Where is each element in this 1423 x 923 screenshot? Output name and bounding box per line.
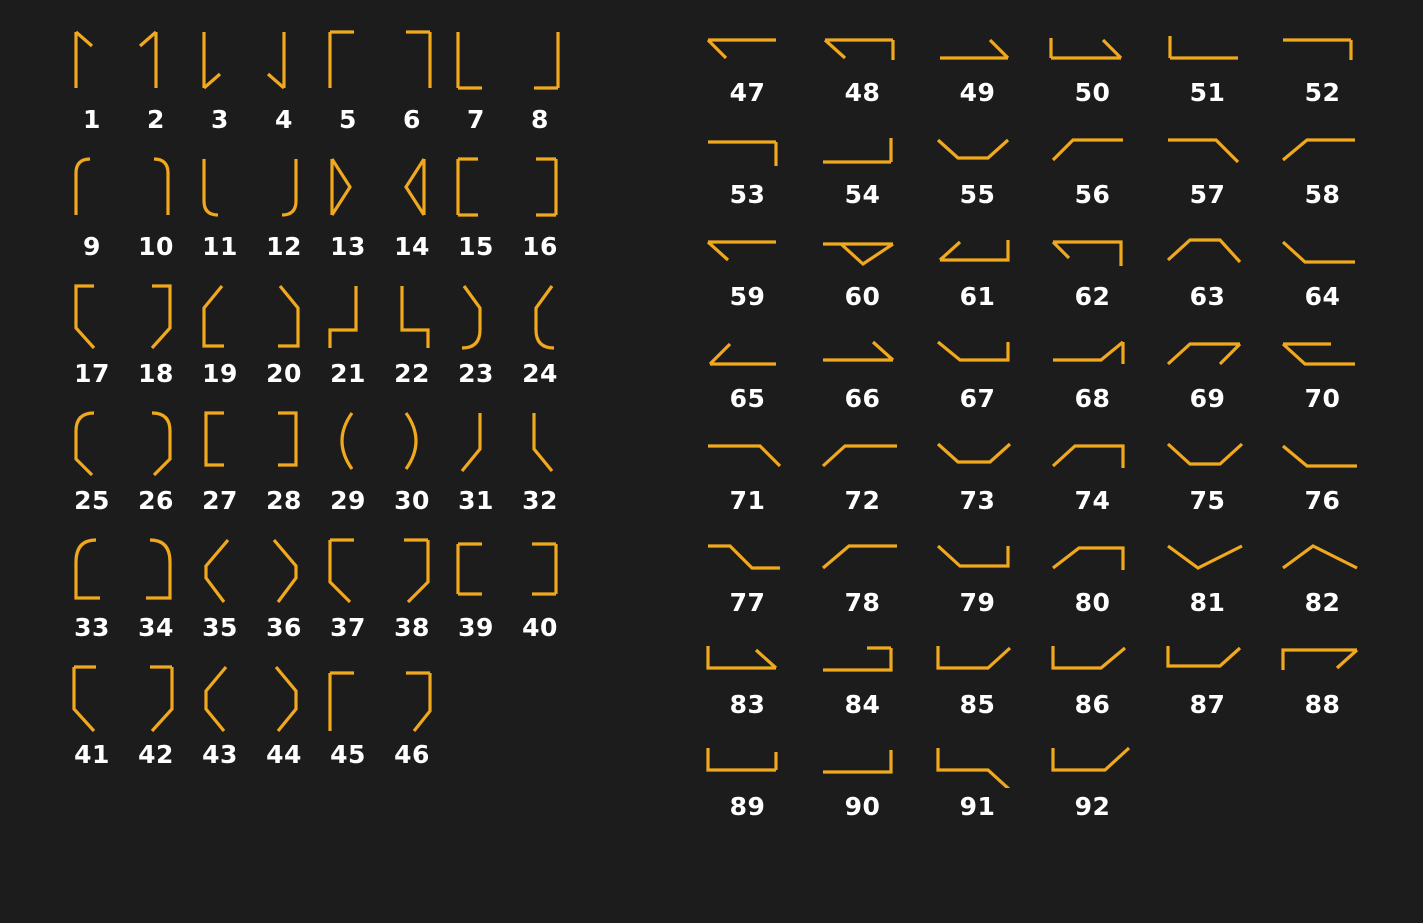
connector-glyph-icon <box>1150 228 1265 278</box>
connector-glyph-icon <box>805 126 920 176</box>
glyph-label: 49 <box>959 78 996 107</box>
glyph-cell <box>252 24 316 132</box>
glyph-cell <box>1150 126 1265 207</box>
glyph-cell <box>60 151 124 259</box>
glyph-label: 18 <box>138 359 174 388</box>
glyph-label: 20 <box>266 359 302 388</box>
glyph-cell <box>1265 228 1380 309</box>
glyph-label: 21 <box>330 359 366 388</box>
glyph-cell <box>690 636 805 717</box>
glyph-label: 70 <box>1304 384 1341 413</box>
glyph-label: 86 <box>1074 690 1111 719</box>
glyph-label: 78 <box>844 588 881 617</box>
glyph-cell <box>920 534 1035 615</box>
connector-glyph-icon <box>444 405 508 481</box>
glyph-row <box>60 24 572 132</box>
connector-glyph-icon <box>920 534 1035 584</box>
connector-glyph-icon <box>188 24 252 100</box>
connector-glyph-icon <box>1035 636 1150 686</box>
glyph-cell <box>316 278 380 386</box>
glyph-cell <box>920 432 1035 513</box>
glyph-cell <box>380 405 444 513</box>
glyph-label: 45 <box>330 740 366 769</box>
glyph-label: 48 <box>844 78 881 107</box>
glyph-label: 67 <box>959 384 996 413</box>
glyph-label: 15 <box>458 232 494 261</box>
glyph-cell <box>1035 534 1150 615</box>
glyph-label: 74 <box>1074 486 1111 515</box>
glyph-label: 11 <box>202 232 238 261</box>
glyph-label: 27 <box>202 486 238 515</box>
glyph-cell <box>188 405 252 513</box>
glyph-label: 9 <box>83 232 101 261</box>
glyph-label: 51 <box>1189 78 1226 107</box>
connector-glyph-icon <box>316 24 380 100</box>
glyph-label: 6 <box>403 105 421 134</box>
glyph-cell <box>1035 228 1150 309</box>
connector-glyph-icon <box>805 330 920 380</box>
glyph-label: 59 <box>729 282 766 311</box>
glyph-cell <box>252 151 316 259</box>
glyph-cell <box>508 151 572 259</box>
glyph-cell <box>920 738 1035 819</box>
glyph-cell <box>188 278 252 386</box>
connector-glyph-icon <box>805 432 920 482</box>
glyph-label: 46 <box>394 740 430 769</box>
connector-glyph-icon <box>1035 330 1150 380</box>
glyph-label: 33 <box>74 613 110 642</box>
glyph-label: 62 <box>1074 282 1111 311</box>
connector-glyph-icon <box>252 278 316 354</box>
glyph-label: 35 <box>202 613 238 642</box>
glyph-cell <box>805 330 920 411</box>
glyph-label: 80 <box>1074 588 1111 617</box>
glyph-cell <box>316 24 380 132</box>
connector-glyph-icon <box>1265 126 1380 176</box>
glyph-label: 24 <box>522 359 558 388</box>
glyph-label: 32 <box>522 486 558 515</box>
glyph-label: 65 <box>729 384 766 413</box>
glyph-label: 75 <box>1189 486 1226 515</box>
glyph-row <box>60 405 572 513</box>
connector-glyph-icon <box>690 738 805 788</box>
connector-glyph-icon <box>920 228 1035 278</box>
glyph-label: 7 <box>467 105 485 134</box>
glyph-label: 88 <box>1304 690 1341 719</box>
glyph-label: 47 <box>729 78 766 107</box>
connector-glyph-icon <box>1150 126 1265 176</box>
glyph-row <box>60 151 572 259</box>
glyph-cell <box>252 532 316 640</box>
connector-glyph-icon <box>1035 432 1150 482</box>
connector-glyph-icon <box>920 432 1035 482</box>
connector-glyph-icon <box>1150 636 1265 686</box>
glyph-label: 5 <box>339 105 357 134</box>
glyph-label: 53 <box>729 180 766 209</box>
glyph-row <box>690 126 1380 207</box>
glyph-label: 66 <box>844 384 881 413</box>
glyph-label: 85 <box>959 690 996 719</box>
connector-glyph-icon <box>1035 126 1150 176</box>
glyph-cell <box>920 24 1035 105</box>
glyph-label: 52 <box>1304 78 1341 107</box>
glyph-cell <box>1035 126 1150 207</box>
glyph-label: 76 <box>1304 486 1341 515</box>
glyph-label: 55 <box>959 180 996 209</box>
glyph-cell <box>444 24 508 132</box>
glyph-label: 19 <box>202 359 238 388</box>
glyph-cell <box>124 24 188 132</box>
glyph-label: 89 <box>729 792 766 821</box>
connector-glyph-icon <box>920 738 1035 788</box>
glyph-label: 10 <box>138 232 174 261</box>
glyph-cell <box>188 532 252 640</box>
glyph-cell <box>380 278 444 386</box>
glyph-cell <box>380 24 444 132</box>
glyph-label: 84 <box>844 690 881 719</box>
connector-glyph-icon <box>60 151 124 227</box>
glyph-cell <box>920 330 1035 411</box>
connector-glyph-icon <box>508 151 572 227</box>
connector-glyph-icon <box>380 659 444 735</box>
connector-glyph-icon <box>508 532 572 608</box>
glyph-label: 2 <box>147 105 165 134</box>
glyph-cell <box>690 126 805 207</box>
glyph-label: 14 <box>394 232 430 261</box>
connector-glyph-icon <box>1035 228 1150 278</box>
glyph-cell <box>1265 330 1380 411</box>
glyph-label: 22 <box>394 359 430 388</box>
connector-glyph-icon <box>1150 534 1265 584</box>
connector-glyph-icon <box>124 24 188 100</box>
connector-glyph-icon <box>252 659 316 735</box>
glyph-cell <box>1035 738 1150 819</box>
glyph-label: 54 <box>844 180 881 209</box>
connector-glyph-icon <box>1035 738 1150 788</box>
connector-glyph-icon <box>380 151 444 227</box>
glyph-label: 71 <box>729 486 766 515</box>
glyph-cell <box>252 659 316 767</box>
glyph-row <box>690 24 1380 105</box>
connector-glyph-icon <box>805 738 920 788</box>
connector-glyph-icon <box>1035 24 1150 74</box>
glyph-cell <box>124 405 188 513</box>
glyph-label: 43 <box>202 740 238 769</box>
glyph-cell <box>316 151 380 259</box>
glyph-label: 39 <box>458 613 494 642</box>
glyph-cell <box>124 278 188 386</box>
glyph-label: 61 <box>959 282 996 311</box>
connector-glyph-icon <box>444 278 508 354</box>
glyph-cell <box>444 532 508 640</box>
glyph-cell <box>508 532 572 640</box>
connector-glyph-icon <box>1265 330 1380 380</box>
glyph-cell <box>252 278 316 386</box>
glyph-cell <box>690 738 805 819</box>
glyph-cell <box>1035 330 1150 411</box>
connector-glyph-icon <box>252 405 316 481</box>
glyph-label: 63 <box>1189 282 1226 311</box>
glyph-cell <box>1035 636 1150 717</box>
glyph-label: 57 <box>1189 180 1226 209</box>
glyph-label: 81 <box>1189 588 1226 617</box>
glyph-cell <box>60 659 124 767</box>
connector-glyph-icon <box>124 659 188 735</box>
glyph-label: 68 <box>1074 384 1111 413</box>
connector-glyph-icon <box>1265 228 1380 278</box>
glyph-label: 90 <box>844 792 881 821</box>
glyph-label: 44 <box>266 740 302 769</box>
glyph-label: 72 <box>844 486 881 515</box>
glyph-cell <box>188 659 252 767</box>
glyph-cell <box>124 659 188 767</box>
connector-glyph-icon <box>690 534 805 584</box>
connector-glyph-icon <box>252 151 316 227</box>
connector-glyph-icon <box>508 278 572 354</box>
glyph-cell <box>805 126 920 207</box>
glyph-cell <box>60 532 124 640</box>
glyph-cell <box>1035 432 1150 513</box>
glyph-row <box>690 330 1380 411</box>
glyph-cell <box>805 636 920 717</box>
glyph-row <box>690 432 1380 513</box>
glyph-cell <box>188 151 252 259</box>
glyph-row <box>60 532 572 640</box>
glyph-label: 34 <box>138 613 174 642</box>
glyph-label: 12 <box>266 232 302 261</box>
glyph-cell <box>690 228 805 309</box>
glyph-label: 91 <box>959 792 996 821</box>
connector-glyph-icon <box>60 24 124 100</box>
connector-glyph-icon <box>380 24 444 100</box>
connector-glyph-icon <box>805 228 920 278</box>
glyph-cell <box>380 532 444 640</box>
glyph-label: 41 <box>74 740 110 769</box>
glyph-cell <box>1035 24 1150 105</box>
glyph-cell <box>188 24 252 132</box>
glyph-cell <box>920 126 1035 207</box>
glyph-cell <box>1265 432 1380 513</box>
connector-glyph-icon <box>188 278 252 354</box>
glyph-cell <box>252 405 316 513</box>
connector-glyph-icon <box>188 659 252 735</box>
glyph-cell <box>380 659 444 767</box>
connector-glyph-icon <box>1265 432 1380 482</box>
glyph-label: 82 <box>1304 588 1341 617</box>
glyph-cell <box>805 738 920 819</box>
connector-glyph-icon <box>920 24 1035 74</box>
glyph-label: 17 <box>74 359 110 388</box>
connector-glyph-icon <box>188 405 252 481</box>
connector-glyph-icon <box>316 659 380 735</box>
connector-glyph-icon <box>690 636 805 686</box>
glyph-row <box>60 278 572 386</box>
connector-glyph-icon <box>252 532 316 608</box>
glyph-cell <box>444 151 508 259</box>
glyph-cell <box>690 330 805 411</box>
glyph-label: 79 <box>959 588 996 617</box>
glyph-cell <box>316 532 380 640</box>
connector-glyph-icon <box>920 330 1035 380</box>
connector-glyph-icon <box>316 405 380 481</box>
connector-glyph-icon <box>188 532 252 608</box>
connector-glyph-icon <box>1150 24 1265 74</box>
glyph-label: 50 <box>1074 78 1111 107</box>
glyph-cell <box>920 228 1035 309</box>
glyph-label: 77 <box>729 588 766 617</box>
glyph-cell <box>1150 432 1265 513</box>
glyph-label: 28 <box>266 486 302 515</box>
connector-glyph-icon <box>124 405 188 481</box>
glyph-label: 30 <box>394 486 430 515</box>
connector-glyph-icon <box>444 24 508 100</box>
glyph-label: 58 <box>1304 180 1341 209</box>
connector-glyph-icon <box>1265 24 1380 74</box>
glyph-label: 56 <box>1074 180 1111 209</box>
connector-glyph-icon <box>690 432 805 482</box>
connector-glyph-icon <box>60 659 124 735</box>
connector-glyph-icon <box>805 24 920 74</box>
glyph-label: 64 <box>1304 282 1341 311</box>
connector-glyph-icon <box>124 278 188 354</box>
connector-glyph-icon <box>1035 534 1150 584</box>
glyph-cell <box>124 532 188 640</box>
glyph-label: 83 <box>729 690 766 719</box>
glyph-label: 31 <box>458 486 494 515</box>
glyph-cell <box>444 278 508 386</box>
glyph-cell <box>380 151 444 259</box>
glyph-cell <box>124 151 188 259</box>
glyph-cell <box>805 24 920 105</box>
glyph-label: 25 <box>74 486 110 515</box>
glyph-label: 3 <box>211 105 229 134</box>
glyph-label: 26 <box>138 486 174 515</box>
glyph-cell <box>508 405 572 513</box>
glyph-label: 4 <box>275 105 293 134</box>
glyph-cell <box>1150 24 1265 105</box>
connector-glyph-icon <box>60 532 124 608</box>
glyph-row <box>690 228 1380 309</box>
glyph-label: 16 <box>522 232 558 261</box>
glyph-cell <box>508 24 572 132</box>
glyph-cell <box>444 405 508 513</box>
glyph-cell <box>690 24 805 105</box>
connector-glyph-icon <box>60 278 124 354</box>
glyph-label: 38 <box>394 613 430 642</box>
glyph-cell <box>60 278 124 386</box>
glyph-label: 69 <box>1189 384 1226 413</box>
glyph-label: 8 <box>531 105 549 134</box>
connector-glyph-icon <box>805 636 920 686</box>
connector-glyph-icon <box>380 532 444 608</box>
glyph-cell <box>316 405 380 513</box>
panel-horizontal-glyphs <box>690 24 1380 840</box>
glyph-label: 23 <box>458 359 494 388</box>
glyph-cell <box>316 659 380 767</box>
connector-glyph-icon <box>690 126 805 176</box>
connector-glyph-icon <box>444 151 508 227</box>
connector-glyph-icon <box>920 636 1035 686</box>
connector-glyph-icon <box>380 405 444 481</box>
glyph-label: 13 <box>330 232 366 261</box>
glyph-cell <box>1265 24 1380 105</box>
glyph-row <box>690 738 1380 819</box>
connector-glyph-icon <box>508 405 572 481</box>
glyph-cell <box>690 432 805 513</box>
connector-glyph-icon <box>690 24 805 74</box>
connector-glyph-icon <box>316 532 380 608</box>
glyph-label: 42 <box>138 740 174 769</box>
glyph-cell <box>805 432 920 513</box>
connector-glyph-icon <box>444 532 508 608</box>
connector-glyph-icon <box>188 151 252 227</box>
glyph-row <box>60 659 572 767</box>
glyph-label: 36 <box>266 613 302 642</box>
connector-glyph-icon <box>690 330 805 380</box>
glyph-label: 40 <box>522 613 558 642</box>
glyph-cell <box>805 534 920 615</box>
panel-vertical-glyphs <box>60 24 572 786</box>
connector-glyph-icon <box>60 405 124 481</box>
glyph-cell <box>1265 636 1380 717</box>
glyph-cell <box>1150 534 1265 615</box>
glyph-cell <box>1150 636 1265 717</box>
connector-glyph-icon <box>508 24 572 100</box>
glyph-label: 29 <box>330 486 366 515</box>
glyph-cell <box>690 534 805 615</box>
glyph-cell <box>508 278 572 386</box>
glyph-label: 37 <box>330 613 366 642</box>
glyph-cell <box>920 636 1035 717</box>
glyph-cell <box>1265 126 1380 207</box>
connector-glyph-icon <box>124 151 188 227</box>
glyph-label: 73 <box>959 486 996 515</box>
glyph-label: 1 <box>83 105 101 134</box>
glyph-cell <box>60 24 124 132</box>
glyph-cell <box>1150 330 1265 411</box>
connector-glyph-icon <box>920 126 1035 176</box>
connector-glyph-icon <box>380 278 444 354</box>
glyph-cell <box>805 228 920 309</box>
glyph-label: 87 <box>1189 690 1226 719</box>
connector-glyph-icon <box>1265 636 1380 686</box>
glyph-row <box>690 636 1380 717</box>
connector-glyph-icon <box>1150 432 1265 482</box>
glyph-cell <box>60 405 124 513</box>
connector-glyph-icon <box>1150 330 1265 380</box>
glyph-cell <box>1150 228 1265 309</box>
glyph-label: 60 <box>844 282 881 311</box>
connector-glyph-icon <box>124 532 188 608</box>
glyph-label: 92 <box>1074 792 1111 821</box>
connector-glyph-icon <box>805 534 920 584</box>
connector-glyph-icon <box>316 278 380 354</box>
connector-glyph-icon <box>1265 534 1380 584</box>
glyph-cell <box>1265 534 1380 615</box>
connector-glyph-icon <box>252 24 316 100</box>
connector-glyph-icon <box>316 151 380 227</box>
glyph-row <box>690 534 1380 615</box>
connector-glyph-icon <box>690 228 805 278</box>
